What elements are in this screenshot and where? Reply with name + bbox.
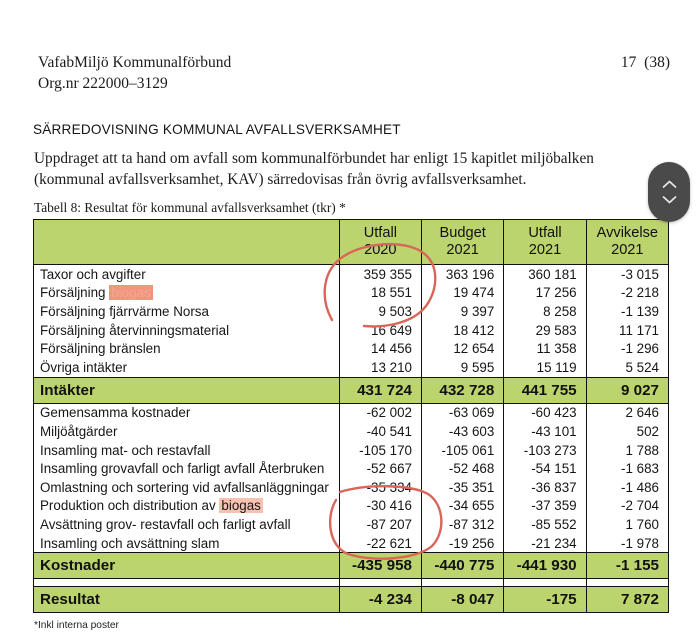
table-row	[34, 534, 669, 553]
table-row	[34, 459, 669, 478]
cell-value: -1 978	[586, 534, 668, 553]
cell-value: -2 704	[586, 497, 668, 516]
table-row	[34, 515, 669, 534]
cell-value: 29 583	[504, 321, 586, 340]
table-row	[34, 403, 669, 422]
cell-value: -43 603	[421, 422, 503, 441]
cell-value: 16 649	[339, 321, 421, 340]
header-label: Utfall	[528, 225, 562, 241]
cell-value: -35 351	[421, 478, 503, 497]
header-year: 2021	[528, 242, 562, 258]
row-label: Avsättning grov- restavfall och farligt avfall	[34, 515, 340, 534]
cell-value: 360 181	[504, 265, 586, 284]
table-row	[34, 302, 669, 321]
table-row	[34, 422, 669, 441]
cell-value: 15 119	[504, 358, 586, 377]
cell-value: 11 171	[586, 321, 668, 340]
cell-value: -4 234	[339, 587, 421, 613]
header-label: Budget	[439, 225, 486, 241]
scroll-control-widget[interactable]	[648, 162, 690, 222]
row-label: Gemensamma kostnader	[34, 403, 340, 422]
cell-value: -87 312	[421, 515, 503, 534]
cell-value: 9 503	[339, 302, 421, 321]
cell-value: 363 196	[421, 265, 503, 284]
summary-row-intakter	[34, 377, 669, 403]
cell-value: 5 524	[586, 358, 668, 377]
cell-value: -40 541	[339, 422, 421, 441]
cell-value: -19 256	[421, 534, 503, 553]
cell-value: -1 296	[586, 339, 668, 358]
cell-value: -30 416	[339, 497, 421, 516]
cell-value: 18 412	[421, 321, 503, 340]
table-row	[34, 497, 669, 516]
cell-value: 17 256	[504, 284, 586, 303]
chevron-up-icon[interactable]	[662, 179, 677, 190]
summary-row-resultat	[34, 587, 669, 613]
row-label: Insamling grovavfall och farligt avfall Återbruken	[34, 459, 340, 478]
cell-value: -105 170	[339, 441, 421, 460]
cell-value: 14 456	[339, 339, 421, 358]
header-cell-utfall-2021	[504, 220, 586, 265]
cell-value: 11 358	[504, 339, 586, 358]
header-cell-budget-2021	[421, 220, 503, 265]
cell-value: -21 234	[504, 534, 586, 553]
cell-value: 502	[586, 422, 668, 441]
header-label: Avvikelse	[596, 225, 658, 241]
cell-value: 2 646	[586, 403, 668, 422]
financial-table-container	[33, 219, 669, 613]
cell-value: 12 654	[421, 339, 503, 358]
row-label: Försäljning fjärrvärme Norsa	[34, 302, 340, 321]
row-label: Taxor och avgifter	[34, 265, 340, 284]
cell-value: -85 552	[504, 515, 586, 534]
cell-value: -52 667	[339, 459, 421, 478]
spacer-cell	[586, 579, 668, 587]
spacer-cell	[339, 579, 421, 587]
cell-value: 18 551	[339, 284, 421, 303]
cell-value: -8 047	[421, 587, 503, 613]
cell-value: -37 359	[504, 497, 586, 516]
cell-value: -63 069	[421, 403, 503, 422]
cell-value: -105 061	[421, 441, 503, 460]
row-label: Insamling och avsättning slam	[34, 534, 340, 553]
table-spacer-row	[34, 579, 669, 587]
table-footnote: *Inkl interna poster	[34, 620, 119, 631]
cell-value: 441 755	[504, 377, 586, 403]
header-label: Utfall	[363, 225, 397, 241]
table-row	[34, 265, 669, 284]
table-row	[34, 321, 669, 340]
table-caption: Tabell 8: Resultat för kommunal avfallsverksamhet (tkr) *	[34, 200, 346, 215]
financial-table	[33, 219, 669, 613]
section-intro-paragraph: Uppdraget att ta hand om avfall som kommunalförbundet har enligt 15 kapitlet miljöbalken (kommunal avfallsverksamhet, KAV) särredovisas från övrig avfallsverksamhet.	[34, 150, 594, 188]
cell-value: 13 210	[339, 358, 421, 377]
cell-value: 9 397	[421, 302, 503, 321]
row-label: Intäkter	[34, 377, 340, 403]
table-header	[34, 220, 669, 265]
page-indicator: 17 (38)	[620, 54, 670, 71]
cell-value: -62 002	[339, 403, 421, 422]
cell-value: -175	[504, 587, 586, 613]
row-label: Övriga intäkter	[34, 358, 340, 377]
org-number: Org.nr 222000–3129	[38, 75, 168, 92]
cell-value: -2 218	[586, 284, 668, 303]
section-title: SÄRREDOVISNING KOMMUNAL AVFALLSVERKSAMHET	[33, 122, 401, 137]
cell-value: -103 273	[504, 441, 586, 460]
table-row	[34, 441, 669, 460]
row-label: Försäljning biogas	[34, 284, 340, 303]
row-label: Resultat	[34, 587, 340, 613]
row-label: Försäljning återvinningsmaterial	[34, 321, 340, 340]
spacer-cell	[34, 579, 340, 587]
cell-value: 432 728	[421, 377, 503, 403]
cell-value: -52 468	[421, 459, 503, 478]
cell-value: 7 872	[586, 587, 668, 613]
cell-value: -22 621	[339, 534, 421, 553]
summary-row-kostnader	[34, 553, 669, 579]
header-cell-label	[34, 220, 340, 265]
cell-value: 1 788	[586, 441, 668, 460]
cell-value: -1 155	[586, 553, 668, 579]
header-cell-utfall-2020	[339, 220, 421, 265]
chevron-down-icon[interactable]	[662, 194, 677, 205]
row-label: Produktion och distribution av biogas	[34, 497, 340, 516]
cell-value: 9 027	[586, 377, 668, 403]
row-label: Omlastning och sortering vid avfallsanläggningar	[34, 478, 340, 497]
cell-value: -441 930	[504, 553, 586, 579]
cell-value: 1 760	[586, 515, 668, 534]
cell-value: -1 486	[586, 478, 668, 497]
document-header	[38, 52, 670, 94]
cell-value: -35 334	[339, 478, 421, 497]
cell-value: -87 207	[339, 515, 421, 534]
cell-value: 359 355	[339, 265, 421, 284]
row-label: Insamling mat- och restavfall	[34, 441, 340, 460]
table-header-row	[34, 220, 669, 265]
org-identity	[38, 52, 231, 94]
header-year: 2020	[364, 242, 397, 258]
cell-value: -34 655	[421, 497, 503, 516]
highlighted-term: biogas	[111, 285, 151, 301]
row-label: Kostnader	[34, 553, 340, 579]
cell-value: -440 775	[421, 553, 503, 579]
cell-value: 9 595	[421, 358, 503, 377]
cell-value: -54 151	[504, 459, 586, 478]
cell-value: -36 837	[504, 478, 586, 497]
table-row	[34, 478, 669, 497]
header-year: 2021	[611, 242, 644, 258]
cell-value: 19 474	[421, 284, 503, 303]
cell-value: -1 683	[586, 459, 668, 478]
table-body	[34, 265, 669, 613]
row-label: Miljöåtgärder	[34, 422, 340, 441]
highlighted-term: biogas	[221, 498, 261, 514]
table-row	[34, 339, 669, 358]
cell-value: -1 139	[586, 302, 668, 321]
header-cell-avvikelse-2021	[586, 220, 668, 265]
spacer-cell	[504, 579, 586, 587]
cell-value: -43 101	[504, 422, 586, 441]
cell-value: 8 258	[504, 302, 586, 321]
cell-value: -60 423	[504, 403, 586, 422]
header-year: 2021	[446, 242, 479, 258]
cell-value: -435 958	[339, 553, 421, 579]
org-name: VafabMiljö Kommunalförbund	[38, 54, 232, 71]
table-row	[34, 284, 669, 303]
row-label: Försäljning bränslen	[34, 339, 340, 358]
spacer-cell	[421, 579, 503, 587]
cell-value: 431 724	[339, 377, 421, 403]
cell-value: -3 015	[586, 265, 668, 284]
table-row	[34, 358, 669, 377]
